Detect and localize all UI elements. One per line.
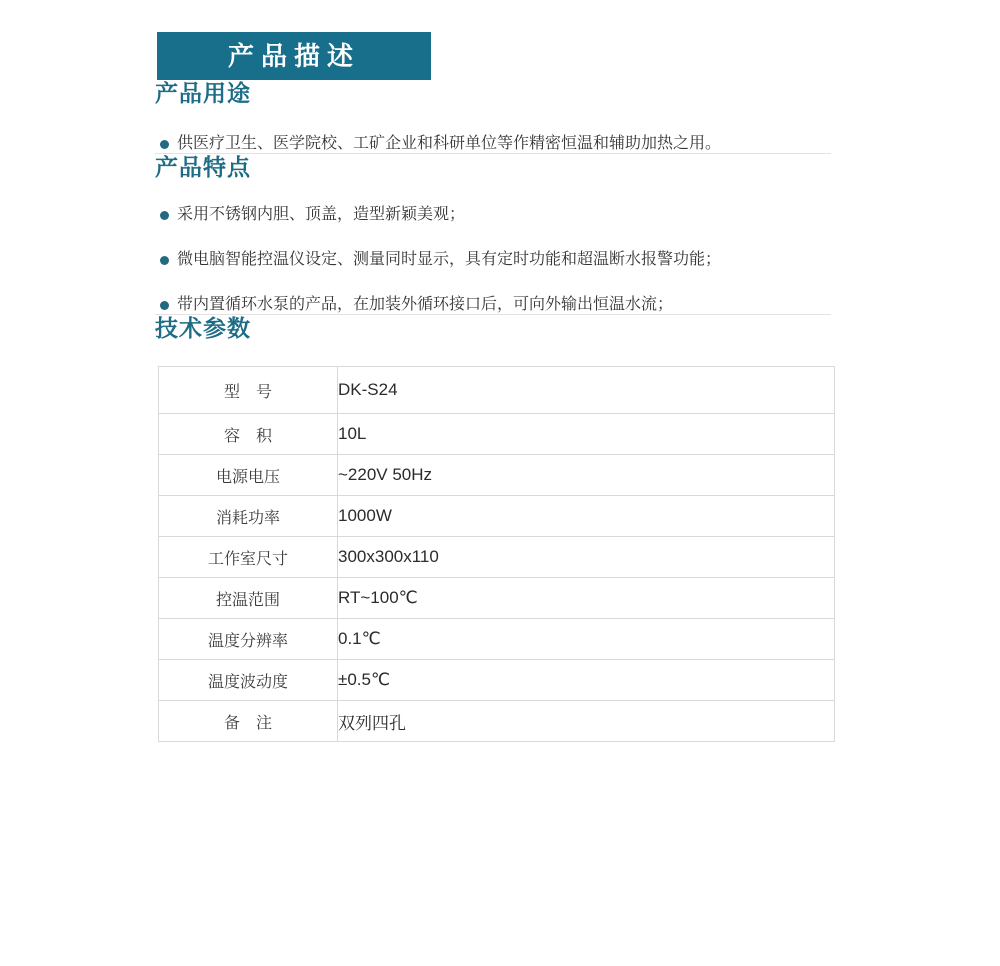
spec-value: RT~100℃	[338, 578, 835, 619]
list-item	[155, 135, 833, 153]
bullet-icon	[160, 301, 169, 310]
list-item	[155, 206, 833, 224]
specs-table	[158, 366, 835, 742]
spec-label: 温度分辨率	[159, 619, 338, 660]
section-banner	[157, 32, 431, 80]
spec-label: 型 号	[159, 367, 338, 414]
feature-item-text: 带内置循环水泵的产品，在加装外循环接口后，可向外输出恒温水流；	[177, 296, 674, 313]
spec-label: 控温范围	[159, 578, 338, 619]
spec-value: ±0.5℃	[338, 660, 835, 701]
spec-label: 容 积	[159, 414, 338, 455]
table-row	[159, 496, 835, 537]
page-content	[155, 80, 833, 742]
spec-value: 双列四孔	[338, 701, 835, 742]
table-row	[159, 578, 835, 619]
specs-heading: 技术参数	[155, 315, 251, 341]
features-list	[155, 206, 833, 314]
table-row	[159, 414, 835, 455]
banner-title: 产品描述	[227, 41, 360, 71]
table-row	[159, 619, 835, 660]
spec-value: 1000W	[338, 496, 835, 537]
table-row	[159, 660, 835, 701]
feature-item-text: 微电脑智能控温仪设定、测量同时显示，具有定时功能和超温断水报警功能；	[177, 251, 722, 268]
spec-value: 300x300x110	[338, 537, 835, 578]
table-row	[159, 537, 835, 578]
table-row	[159, 701, 835, 742]
usage-heading: 产品用途	[155, 80, 251, 106]
usage-item-text: 供医疗卫生、医学院校、工矿企业和科研单位等作精密恒温和辅助加热之用。	[177, 135, 722, 152]
spec-value: 0.1℃	[338, 619, 835, 660]
bullet-icon	[160, 256, 169, 265]
spec-value: 10L	[338, 414, 835, 455]
spec-label: 电源电压	[159, 455, 338, 496]
list-item	[155, 251, 833, 269]
feature-item-text: 采用不锈钢内胆、顶盖，造型新颖美观；	[177, 206, 466, 223]
spec-value: DK-S24	[338, 367, 835, 414]
bullet-icon	[160, 140, 169, 149]
spec-label: 工作室尺寸	[159, 537, 338, 578]
spec-label: 消耗功率	[159, 496, 338, 537]
spec-label: 温度波动度	[159, 660, 338, 701]
features-heading: 产品特点	[155, 154, 251, 180]
bullet-icon	[160, 211, 169, 220]
list-item	[155, 296, 833, 314]
table-row	[159, 367, 835, 414]
spec-label: 备 注	[159, 701, 338, 742]
table-row	[159, 455, 835, 496]
spec-value: ~220V 50Hz	[338, 455, 835, 496]
usage-list	[155, 135, 833, 153]
